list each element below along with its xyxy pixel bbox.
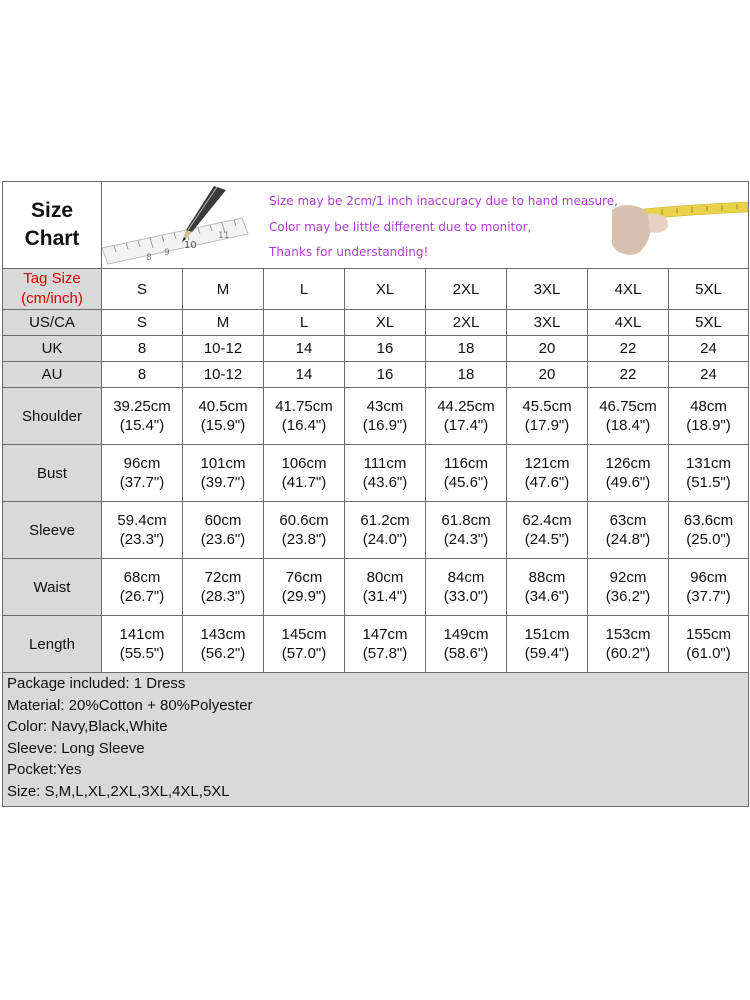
- measurement-cell: [183, 445, 264, 502]
- value-cm: 149cm: [443, 626, 489, 643]
- banner-cell: [102, 182, 749, 269]
- value-inch: (23.8"): [281, 531, 327, 548]
- size-header-3xl: 3XL: [507, 269, 588, 310]
- table-cell: 18: [426, 336, 507, 362]
- value-cm: 116cm: [444, 455, 488, 472]
- measurement-cell: [264, 616, 345, 673]
- tag-size-label-line2: (cm/inch): [21, 290, 83, 307]
- table-cell: 10-12: [183, 362, 264, 388]
- table-cell: 14: [264, 362, 345, 388]
- value-cm: 60.6cm: [279, 512, 329, 529]
- measurement-cell: [183, 616, 264, 673]
- value-cm: 96cm: [123, 455, 161, 472]
- measurement-cell: [264, 559, 345, 616]
- tag-size-label-line1: Tag Size: [23, 270, 81, 287]
- pocket-info: Pocket:Yes: [7, 761, 82, 779]
- ruler-number: 11: [218, 231, 230, 241]
- measurement-label: Waist: [3, 559, 102, 616]
- value-cm: 145cm: [281, 626, 327, 643]
- color-info: Color: Navy,Black,White: [7, 718, 168, 736]
- value-cm: 143cm: [200, 626, 246, 643]
- ruler-number: 8: [146, 253, 152, 263]
- value-inch: (28.3"): [200, 588, 246, 605]
- value-inch: (24.3"): [443, 531, 489, 548]
- measurement-cell: [426, 502, 507, 559]
- value-inch: (24.8"): [605, 531, 651, 548]
- ruler-number: 10: [184, 240, 197, 251]
- measurement-cell: [588, 445, 669, 502]
- table-row: [3, 362, 749, 388]
- tape-measure-icon: [612, 202, 748, 255]
- title-line-1: Size: [30, 199, 74, 222]
- measurement-cell: [102, 559, 183, 616]
- value-inch: (37.7"): [119, 474, 165, 491]
- measurement-cell: [507, 445, 588, 502]
- size-chart: [2, 181, 748, 818]
- material: Material: 20%Cotton + 80%Polyester: [7, 696, 253, 714]
- measurement-cell: [102, 388, 183, 445]
- value-inch: (60.2"): [605, 645, 651, 662]
- value-inch: (33.0"): [443, 588, 489, 605]
- size-header-5xl: 5XL: [669, 269, 749, 310]
- value-inch: (16.4"): [281, 417, 327, 434]
- value-cm: 59.4cm: [117, 512, 167, 529]
- value-inch: (17.4"): [443, 417, 489, 434]
- table-cell: 3XL: [507, 310, 588, 336]
- value-inch: (58.6"): [443, 645, 489, 662]
- value-cm: 92cm: [609, 569, 647, 586]
- row-label: AU: [3, 362, 102, 388]
- value-cm: 44.25cm: [437, 398, 495, 415]
- size-header-m: M: [183, 269, 264, 310]
- table-cell: 24: [669, 336, 749, 362]
- measurement-cell: [102, 502, 183, 559]
- measurement-cell: [507, 559, 588, 616]
- value-inch: (29.9"): [281, 588, 327, 605]
- measurement-cell: [507, 388, 588, 445]
- value-cm: 96cm: [690, 569, 727, 586]
- value-cm: 106cm: [281, 455, 327, 472]
- row-label: UK: [3, 336, 102, 362]
- package-info: [3, 673, 749, 807]
- measurement-cell: [669, 388, 749, 445]
- tag-size-label: [3, 269, 102, 310]
- value-inch: (24.0"): [362, 531, 408, 548]
- measurement-cell: [426, 445, 507, 502]
- measurement-cell: [669, 502, 749, 559]
- value-inch: (37.7"): [686, 588, 731, 605]
- value-cm: 62.4cm: [522, 512, 572, 529]
- table-cell: 16: [345, 336, 426, 362]
- note-line-1: Size may be 2cm/1 inch inaccuracy due to hand measure,: [269, 194, 618, 208]
- value-cm: 84cm: [447, 569, 485, 586]
- size-header-2xl: 2XL: [426, 269, 507, 310]
- value-inch: (57.8"): [362, 645, 408, 662]
- value-inch: (31.4"): [362, 588, 408, 605]
- value-cm: 121cm: [524, 455, 570, 472]
- value-inch: (17.9"): [524, 417, 570, 434]
- sleeve-info: Sleeve: Long Sleeve: [7, 739, 145, 757]
- value-cm: 111cm: [363, 455, 407, 472]
- value-inch: (59.4"): [524, 645, 570, 662]
- value-cm: 72cm: [204, 569, 242, 586]
- value-cm: 45.5cm: [522, 398, 572, 415]
- measurement-cell: [345, 502, 426, 559]
- title-line-2: Chart: [24, 227, 80, 250]
- table-cell: 8: [102, 336, 183, 362]
- measurement-cell: [264, 502, 345, 559]
- value-inch: (36.2"): [605, 588, 651, 605]
- value-cm: 39.25cm: [113, 398, 171, 415]
- value-cm: 61.8cm: [441, 512, 491, 529]
- measurement-cell: [426, 559, 507, 616]
- table-cell: 2XL: [426, 310, 507, 336]
- value-inch: (51.5"): [686, 474, 731, 491]
- size-header-l: L: [264, 269, 345, 310]
- value-inch: (16.9"): [362, 417, 408, 434]
- table-row: [3, 310, 749, 336]
- value-cm: 141cm: [119, 626, 165, 643]
- value-inch: (55.5"): [119, 645, 165, 662]
- value-inch: (26.7"): [119, 588, 165, 605]
- measurement-cell: [345, 559, 426, 616]
- measurement-cell: [588, 502, 669, 559]
- table-cell: 10-12: [183, 336, 264, 362]
- measurement-cell: [507, 502, 588, 559]
- measurement-cell: [264, 388, 345, 445]
- table-cell: 5XL: [669, 310, 749, 336]
- row-label: US/CA: [3, 310, 102, 336]
- size-header-xl: XL: [345, 269, 426, 310]
- value-inch: (34.6"): [524, 588, 570, 605]
- value-cm: 60cm: [204, 512, 242, 529]
- table-cell: 20: [507, 362, 588, 388]
- value-cm: 68cm: [123, 569, 161, 586]
- value-cm: 80cm: [366, 569, 404, 586]
- measurement-cell: [588, 388, 669, 445]
- value-cm: 88cm: [528, 569, 566, 586]
- value-cm: 155cm: [685, 626, 732, 643]
- measurement-cell: [183, 388, 264, 445]
- measurement-cell: [588, 616, 669, 673]
- value-inch: (61.0"): [686, 645, 731, 662]
- value-cm: 131cm: [685, 455, 732, 472]
- value-cm: 41.75cm: [275, 398, 333, 415]
- value-inch: (41.7"): [281, 474, 327, 491]
- value-inch: (18.9"): [686, 417, 731, 434]
- package-table: [2, 673, 749, 807]
- measurement-row: [3, 388, 749, 445]
- value-cm: 40.5cm: [198, 398, 248, 415]
- table-cell: M: [183, 310, 264, 336]
- measurement-cell: [183, 502, 264, 559]
- value-inch: (47.6"): [524, 474, 570, 491]
- value-inch: (49.6"): [605, 474, 651, 491]
- table-cell: 24: [669, 362, 749, 388]
- table-cell: L: [264, 310, 345, 336]
- measurement-cell: [426, 616, 507, 673]
- package-included: Package included: 1 Dress: [7, 675, 186, 692]
- size-header-s: S: [102, 269, 183, 310]
- value-cm: 76cm: [285, 569, 323, 586]
- measurement-row: [3, 616, 749, 673]
- value-cm: 126cm: [605, 455, 651, 472]
- value-cm: 63cm: [609, 512, 647, 529]
- table-cell: 20: [507, 336, 588, 362]
- size-table: [2, 181, 749, 673]
- table-cell: 14: [264, 336, 345, 362]
- measurement-cell: [588, 559, 669, 616]
- value-cm: 61.2cm: [360, 512, 410, 529]
- value-inch: (23.3"): [119, 531, 165, 548]
- note-line-3: Thanks for understanding!: [269, 245, 429, 259]
- table-cell: 18: [426, 362, 507, 388]
- measurement-label: Sleeve: [3, 502, 102, 559]
- measurement-cell: [102, 445, 183, 502]
- table-cell: XL: [345, 310, 426, 336]
- value-cm: 101cm: [200, 455, 246, 472]
- value-inch: (23.6"): [200, 531, 246, 548]
- value-inch: (57.0"): [281, 645, 327, 662]
- banner: [102, 182, 748, 268]
- note-line-2: Color may be little different due to monitor,: [269, 220, 532, 234]
- value-inch: (43.6"): [362, 474, 408, 491]
- value-cm: 46.75cm: [599, 398, 657, 415]
- measurement-cell: [102, 616, 183, 673]
- measurement-cell: [426, 388, 507, 445]
- measurement-cell: [183, 559, 264, 616]
- value-inch: (25.0"): [686, 531, 731, 548]
- measurement-label: Bust: [3, 445, 102, 502]
- measurement-row: [3, 559, 749, 616]
- value-cm: 43cm: [366, 398, 404, 415]
- value-cm: 147cm: [362, 626, 408, 643]
- ruler-number: 9: [164, 248, 170, 258]
- measurement-row: [3, 445, 749, 502]
- value-inch: (45.6"): [443, 474, 489, 491]
- table-row: [3, 336, 749, 362]
- measurement-cell: [345, 616, 426, 673]
- measurement-cell: [507, 616, 588, 673]
- ruler-icon: [102, 218, 248, 264]
- value-inch: (15.4"): [119, 417, 165, 434]
- title-cell: [3, 182, 102, 269]
- measurement-cell: [669, 616, 749, 673]
- value-inch: (39.7"): [200, 474, 246, 491]
- measurement-cell: [345, 388, 426, 445]
- table-cell: 22: [588, 362, 669, 388]
- value-cm: 48cm: [690, 398, 727, 415]
- measurement-cell: [345, 445, 426, 502]
- value-inch: (18.4"): [605, 417, 651, 434]
- table-cell: S: [102, 310, 183, 336]
- value-cm: 153cm: [605, 626, 651, 643]
- measurement-row: [3, 502, 749, 559]
- value-inch: (24.5"): [524, 531, 570, 548]
- measurement-cell: [264, 445, 345, 502]
- measurement-cell: [669, 445, 749, 502]
- value-inch: (56.2"): [200, 645, 246, 662]
- value-cm: 63.6cm: [683, 512, 734, 529]
- size-header-4xl: 4XL: [588, 269, 669, 310]
- measurement-cell: [669, 559, 749, 616]
- table-cell: 22: [588, 336, 669, 362]
- measurement-label: Shoulder: [3, 388, 102, 445]
- size-list: Size: S,M,L,XL,2XL,3XL,4XL,5XL: [7, 782, 230, 800]
- table-cell: 16: [345, 362, 426, 388]
- value-cm: 151cm: [524, 626, 570, 643]
- table-cell: 4XL: [588, 310, 669, 336]
- measurement-label: Length: [3, 616, 102, 673]
- table-cell: 8: [102, 362, 183, 388]
- value-inch: (15.9"): [200, 417, 246, 434]
